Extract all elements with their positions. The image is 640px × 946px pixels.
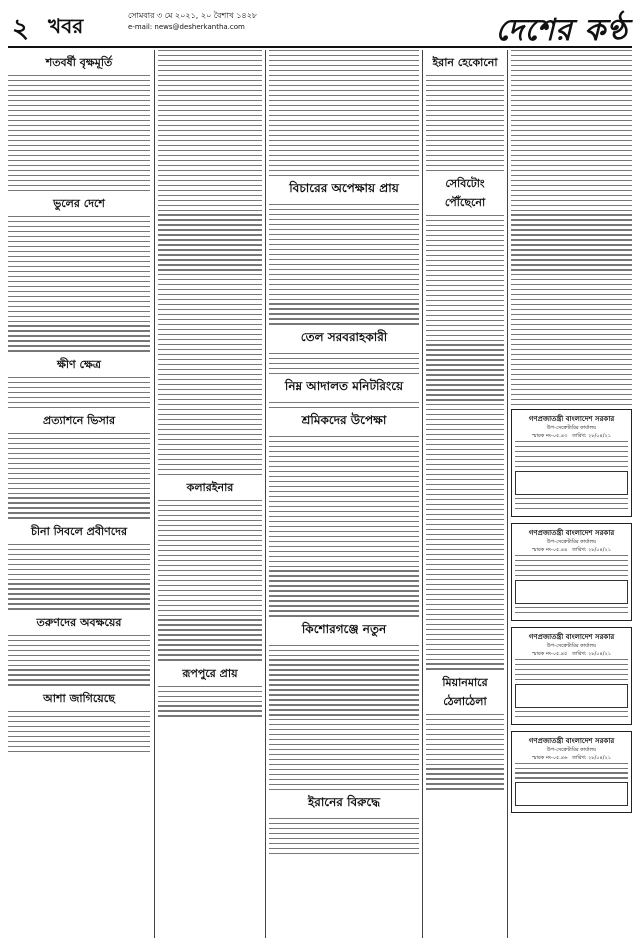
article-body [426, 714, 504, 790]
headline: নিম্ন আদালত মনিটরিংয়ে [284, 378, 404, 393]
ad-subtitle: উপ-সেক্রেটারির কার্যালয় [546, 424, 597, 431]
page-header [8, 6, 632, 48]
dateline: সোমবার ৩ মে ২০২১, ২০ বৈশাখ ১৪২৮ [128, 11, 258, 20]
tender-notice [511, 523, 632, 621]
article-body [8, 377, 150, 408]
column-5 [511, 50, 632, 938]
headline: সেবিটোং পৌঁছেনো [444, 176, 486, 209]
tender-notice [511, 409, 632, 517]
article-body [269, 436, 419, 617]
headline: তেল সরবরাহকারী [300, 329, 388, 344]
ad-title: গণপ্রজাতন্ত্রী বাংলাদেশ সরকার [528, 528, 615, 537]
ad-memo: স্মারক নং-০৫.৪৬ [532, 754, 568, 761]
article-body [269, 645, 419, 791]
article-body [8, 216, 150, 352]
email[interactable]: e-mail: news@desherkantha.com [128, 23, 245, 31]
page-number: ২ [12, 14, 29, 44]
headline: ইরানের বিরুদ্ধে [307, 795, 381, 810]
article-body [158, 500, 262, 661]
headline: ইরান হেকোনো [432, 56, 498, 69]
ad-title: গণপ্রজাতন্ত্রী বাংলাদেশ সরকার [528, 632, 615, 641]
headline: শ্রমিকদের উপেক্ষা [301, 412, 387, 427]
headline: রূপপুরে প্রায় [182, 666, 238, 680]
headline: কিশোরগঞ্জে নতুন [301, 621, 387, 636]
article-body [269, 204, 419, 325]
ad-title: গণপ্রজাতন্ত্রী বাংলাদেশ সরকার [528, 736, 615, 745]
headline: ক্ষীণ ক্ষেত্র [57, 357, 101, 371]
ad-date: তারিখ: ২৮/০৪/২১ [572, 650, 611, 657]
headline: তরুণদের অবক্ষয়ের [36, 615, 122, 629]
tender-notice [511, 731, 632, 814]
headline: মিয়ানমারে ঠেলাঠেলা [442, 675, 488, 708]
headline: আশা জাগিয়েছে [43, 691, 115, 705]
ad-date: তারিখ: ২৮/০৪/২১ [572, 432, 611, 439]
headline: প্রত্যাশনে ভিসার [42, 413, 116, 427]
column-2 [158, 50, 262, 938]
ad-subtitle: উপ-সেক্রেটারির কার্যালয় [546, 746, 597, 753]
column-rule [265, 50, 266, 938]
column-4 [426, 50, 504, 938]
headline: চীনা সিবলে প্রবীণদের [30, 524, 128, 538]
headline: ভুলের দেশে [53, 196, 105, 210]
article-body [269, 818, 419, 854]
article-body [158, 50, 262, 475]
headline: কলারইনার [186, 480, 234, 494]
section-name: খবর [48, 14, 84, 38]
headline: বিচারের অপেক্ষায় প্রায় [289, 180, 399, 195]
article-body [269, 50, 419, 176]
article-body [511, 50, 632, 405]
ad-memo: স্মারক নং-০৫.৪৪ [532, 546, 568, 553]
masthead: দেশের কণ্ঠ [495, 13, 628, 48]
article-body [269, 353, 419, 374]
article-body [8, 433, 150, 519]
column-rule [154, 50, 155, 938]
article-body [8, 544, 150, 610]
ad-table [515, 471, 628, 495]
ad-memo: স্মারক নং-০৫.৪৫ [532, 650, 568, 657]
ad-subtitle: উপ-সেক্রেটারির কার্যালয় [546, 538, 597, 545]
column-1 [8, 50, 150, 938]
column-rule [422, 50, 423, 938]
article-body [8, 711, 150, 752]
ad-memo: স্মারক নং-০৫.৪৩ [532, 432, 568, 439]
ad-date: তারিখ: ২৮/০৪/২১ [572, 546, 611, 553]
ad-table [515, 580, 628, 604]
ad-subtitle: উপ-সেক্রেটারির কার্যালয় [546, 642, 597, 649]
ad-table [515, 684, 628, 708]
ad-title: গণপ্রজাতন্ত্রী বাংলাদেশ সরকার [528, 414, 615, 423]
article-body [8, 75, 150, 191]
column-rule [507, 50, 508, 938]
tender-notice [511, 627, 632, 725]
column-3 [269, 50, 419, 938]
ad-date: তারিখ: ২৮/০৪/২১ [572, 754, 611, 761]
article-body [426, 215, 504, 670]
ad-table [515, 782, 628, 806]
article-body [269, 402, 419, 408]
headline: শতবর্ষী বৃক্ষমূর্তি [45, 56, 113, 69]
article-body [8, 635, 150, 686]
article-body [426, 75, 504, 171]
article-body [158, 686, 262, 717]
